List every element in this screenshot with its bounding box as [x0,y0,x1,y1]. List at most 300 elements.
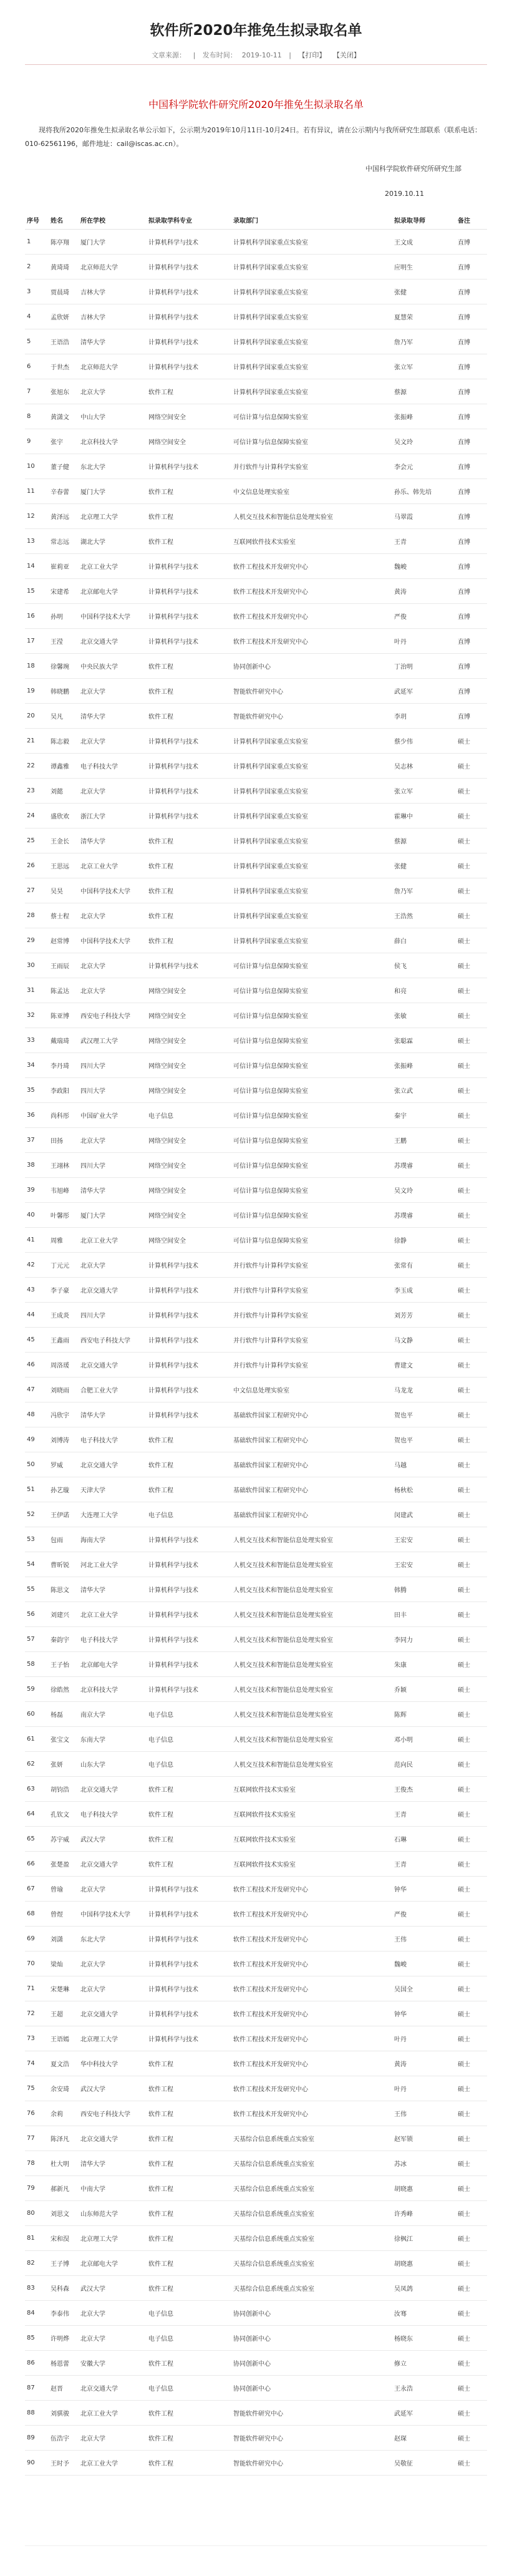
cell-col-remark: 直博 [456,504,487,529]
cell-col-school: 北京大学 [79,1951,147,1976]
table-row [25,1278,487,1303]
cell-col-school: 四川大学 [79,1153,147,1178]
cell-col-school: 华中科技大学 [79,2051,147,2076]
title-divider [25,64,487,65]
cell-col-major: 网络空间安全 [147,1153,231,1178]
cell-col-name: 田扬 [49,1128,79,1153]
table-row [25,604,487,629]
cell-col-advisor: 许秀峰 [392,2201,456,2226]
table-row [25,1777,487,1802]
cell-col-name: 伍浩宇 [49,2426,79,2451]
cell-col-department: 人机交互技术和智能信息处理实验室 [231,1727,392,1752]
table-row [25,1053,487,1078]
cell-col-major: 计算机科学与技术 [147,629,231,654]
cell-col-department: 计算机科学国家重点实验室 [231,878,392,903]
table-row [25,1802,487,1827]
cell-col-department: 软件工程技术开发研究中心 [231,2026,392,2051]
cell-col-advisor: 魏峻 [392,554,456,579]
cell-col-major: 计算机科学与技术 [147,1328,231,1353]
cell-col-major: 计算机科学与技术 [147,279,231,304]
cell-col-index: 25 [25,829,49,853]
cell-col-index: 56 [25,1602,49,1627]
cell-col-name: 王雨辰 [49,953,79,978]
cell-col-index: 57 [25,1627,49,1652]
table-row [25,2076,487,2101]
cell-col-remark: 硕士 [456,2001,487,2026]
cell-col-index: 65 [25,1827,49,1852]
cell-col-school: 清华大学 [79,704,147,729]
cell-col-advisor: 吴文玲 [392,429,456,454]
cell-col-remark: 硕士 [456,779,487,804]
cell-col-major: 计算机科学与技术 [147,1577,231,1602]
cell-col-advisor: 张健 [392,853,456,878]
cell-col-school: 清华大学 [79,1577,147,1602]
cell-col-advisor: 吴文玲 [392,1178,456,1203]
cell-col-name: 张宝文 [49,1727,79,1752]
cell-col-school: 电子科技大学 [79,1627,147,1652]
cell-col-school: 电子科技大学 [79,754,147,779]
cell-col-major: 软件工程 [147,1827,231,1852]
cell-col-index: 85 [25,2326,49,2351]
cell-col-remark: 硕士 [456,1153,487,1178]
cell-col-department: 天基综合信息系统重点实验室 [231,2126,392,2151]
cell-col-advisor: 李会元 [392,454,456,479]
cell-col-major: 计算机科学与技术 [147,1976,231,2001]
cell-col-name: 杨恩蕾 [49,2351,79,2376]
cell-col-remark: 硕士 [456,1427,487,1452]
cell-col-department: 计算机科学国家重点实验室 [231,230,392,255]
cell-col-advisor: 曹建文 [392,1353,456,1378]
table-row [25,1253,487,1278]
cell-col-major: 软件工程 [147,679,231,704]
cell-col-name: 王子怡 [49,1652,79,1677]
cell-col-name: 张楚盈 [49,1852,79,1877]
cell-col-index: 90 [25,2451,49,2476]
cell-col-department: 互联网软件技术实验室 [231,529,392,554]
cell-col-remark: 硕士 [456,2201,487,2226]
table-row [25,2451,487,2476]
cell-col-school: 北京邮电大学 [79,2251,147,2276]
cell-col-name: 冯欣宇 [49,1402,79,1427]
cell-col-department: 协同创新中心 [231,2351,392,2376]
cell-col-name: 孟欣妍 [49,304,79,329]
cell-col-advisor: 苏璞睿 [392,1153,456,1178]
cell-col-department: 并行软件与计算科学实验室 [231,1253,392,1278]
cell-col-name: 余安琦 [49,2076,79,2101]
cell-col-school: 中央民族大学 [79,654,147,679]
cell-col-school: 清华大学 [79,1402,147,1427]
cell-col-major: 计算机科学与技术 [147,2001,231,2026]
cell-col-department: 软件工程技术开发研究中心 [231,2051,392,2076]
cell-col-name: 韩晓鹏 [49,679,79,704]
cell-col-index: 68 [25,1902,49,1927]
cell-col-name: 曾瑜 [49,1877,79,1902]
cell-col-index: 34 [25,1053,49,1078]
cell-col-school: 山东大学 [79,1752,147,1777]
cell-col-index: 36 [25,1103,49,1128]
cell-col-major: 计算机科学与技术 [147,1627,231,1652]
cell-col-department: 可信计算与信息保障实验室 [231,429,392,454]
cell-col-advisor: 杨秋松 [392,1477,456,1502]
header-col-advisor: 拟录取导师 [392,210,456,230]
cell-col-name: 蔡士程 [49,903,79,928]
cell-col-advisor: 武延军 [392,679,456,704]
cell-col-name: 秦韵宇 [49,1627,79,1652]
cell-col-name: 包雨 [49,1527,79,1552]
table-row [25,2001,487,2026]
cell-col-advisor: 秦宇 [392,1103,456,1128]
meta-separator: | [193,51,196,59]
cell-col-remark: 直博 [456,554,487,579]
cell-col-school: 中国科学技术大学 [79,878,147,903]
print-link[interactable]: 【打印】 [298,51,326,59]
cell-col-department: 计算机科学国家重点实验室 [231,928,392,953]
source-label: 文章来源： [152,51,186,59]
table-row [25,729,487,754]
cell-col-index: 80 [25,2201,49,2226]
cell-col-advisor: 李玥 [392,704,456,729]
publish-label: 发布时间： [202,51,237,59]
cell-col-school: 武汉大学 [79,2276,147,2301]
cell-col-school: 北京大学 [79,903,147,928]
cell-col-remark: 硕士 [456,1253,487,1278]
cell-col-remark: 硕士 [456,1627,487,1652]
cell-col-major: 计算机科学与技术 [147,2026,231,2051]
table-row [25,1502,487,1527]
cell-col-remark: 硕士 [456,1378,487,1402]
cell-col-school: 北京邮电大学 [79,1652,147,1677]
cell-col-major: 网络空间安全 [147,429,231,454]
cell-col-index: 21 [25,729,49,754]
meta-separator: | [289,51,291,59]
cell-col-advisor: 闵建武 [392,1502,456,1527]
cell-col-major: 软件工程 [147,504,231,529]
cell-col-name: 王时予 [49,2451,79,2476]
cell-col-department: 天基综合信息系统重点实验室 [231,2201,392,2226]
cell-col-remark: 硕士 [456,1877,487,1902]
cell-col-remark: 硕士 [456,1702,487,1727]
cell-col-index: 23 [25,779,49,804]
header-col-remark: 备注 [456,210,487,230]
table-row [25,878,487,903]
cell-col-major: 软件工程 [147,1452,231,1477]
cell-col-major: 网络空间安全 [147,1078,231,1103]
cell-col-name: 徐馨琬 [49,654,79,679]
table-row [25,504,487,529]
cell-col-index: 63 [25,1777,49,1802]
cell-col-index: 49 [25,1427,49,1452]
cell-col-name: 张旭东 [49,379,79,404]
cell-col-major: 软件工程 [147,829,231,853]
cell-col-school: 湖北大学 [79,529,147,554]
table-row [25,1702,487,1727]
table-row [25,2026,487,2051]
cell-col-index: 53 [25,1527,49,1552]
cell-col-remark: 硕士 [456,2151,487,2176]
cell-col-index: 78 [25,2151,49,2176]
cell-col-school: 北京交通大学 [79,1353,147,1378]
cell-col-advisor: 张立武 [392,1078,456,1103]
cell-col-major: 软件工程 [147,1802,231,1827]
cell-col-index: 86 [25,2351,49,2376]
cell-col-school: 北京大学 [79,379,147,404]
cell-col-department: 可信计算与信息保障实验室 [231,978,392,1003]
cell-col-advisor: 黄涛 [392,579,456,604]
cell-col-advisor: 马龙龙 [392,1378,456,1402]
cell-col-index: 55 [25,1577,49,1602]
cell-col-advisor: 钟华 [392,2001,456,2026]
cell-col-remark: 硕士 [456,2426,487,2451]
header-col-name: 姓名 [49,210,79,230]
cell-col-name: 王成炎 [49,1303,79,1328]
cell-col-department: 天基综合信息系统重点实验室 [231,2151,392,2176]
cell-col-remark: 硕士 [456,1802,487,1827]
cell-col-department: 人机交互技术和智能信息处理实验室 [231,1702,392,1727]
table-row [25,2251,487,2276]
cell-col-index: 52 [25,1502,49,1527]
cell-col-index: 29 [25,928,49,953]
cell-col-advisor: 胡晓惠 [392,2251,456,2276]
cell-col-remark: 硕士 [456,1502,487,1527]
cell-col-name: 张妍 [49,1752,79,1777]
cell-col-name: 罗威 [49,1452,79,1477]
cell-col-remark: 硕士 [456,1577,487,1602]
cell-col-remark: 硕士 [456,1178,487,1203]
cell-col-major: 计算机科学与技术 [147,754,231,779]
cell-col-advisor: 王青 [392,1802,456,1827]
cell-col-department: 可信计算与信息保障实验室 [231,1103,392,1128]
cell-col-major: 计算机科学与技术 [147,255,231,279]
cell-col-major: 计算机科学与技术 [147,579,231,604]
cell-col-school: 北京师范大学 [79,354,147,379]
cell-col-name: 戴瑞琦 [49,1028,79,1053]
cell-col-advisor: 李玉成 [392,1278,456,1303]
cell-col-advisor: 王宏安 [392,1527,456,1552]
cell-col-name: 陈孟达 [49,978,79,1003]
cell-col-major: 计算机科学与技术 [147,1402,231,1427]
table-row [25,1951,487,1976]
cell-col-major: 计算机科学与技术 [147,1652,231,1677]
cell-col-department: 计算机科学国家重点实验室 [231,379,392,404]
cell-col-advisor: 赵琛 [392,2426,456,2451]
cell-col-department: 中文信息处理实验室 [231,1378,392,1402]
cell-col-major: 软件工程 [147,2076,231,2101]
cell-col-remark: 硕士 [456,1278,487,1303]
cell-col-school: 北京工业大学 [79,554,147,579]
cell-col-department: 计算机科学国家重点实验室 [231,279,392,304]
cell-col-name: 宋和淏 [49,2226,79,2251]
cell-col-school: 中国科学技术大学 [79,1902,147,1927]
cell-col-school: 清华大学 [79,329,147,354]
cell-col-advisor: 徐静 [392,1228,456,1253]
cell-col-name: 叶馨彤 [49,1203,79,1228]
cell-col-department: 可信计算与信息保障实验室 [231,1178,392,1203]
table-row [25,1976,487,2001]
cell-col-name: 崔莉亚 [49,554,79,579]
cell-col-index: 38 [25,1153,49,1178]
cell-col-advisor: 陈辉 [392,1702,456,1727]
cell-col-major: 计算机科学与技术 [147,1602,231,1627]
cell-col-school: 中山大学 [79,404,147,429]
table-row [25,2151,487,2176]
cell-col-department: 计算机科学国家重点实验室 [231,304,392,329]
table-body [25,230,487,2476]
cell-col-index: 18 [25,654,49,679]
cell-col-department: 人机交互技术和智能信息处理实验室 [231,504,392,529]
cell-col-index: 79 [25,2176,49,2201]
cell-col-advisor: 王青 [392,529,456,554]
cell-col-school: 北京交通大学 [79,629,147,654]
cell-col-major: 软件工程 [147,1852,231,1877]
table-row [25,928,487,953]
cell-col-name: 吴科森 [49,2276,79,2301]
cell-col-name: 王超 [49,2001,79,2026]
cell-col-index: 88 [25,2401,49,2426]
cell-col-department: 人机交互技术和智能信息处理实验室 [231,1527,392,1552]
cell-col-index: 43 [25,1278,49,1303]
cell-col-index: 50 [25,1452,49,1477]
cell-col-index: 4 [25,304,49,329]
table-row [25,804,487,829]
cell-col-advisor: 钟华 [392,1877,456,1902]
cell-col-major: 计算机科学与技术 [147,554,231,579]
table-row [25,1577,487,1602]
cell-col-name: 赵晋 [49,2376,79,2401]
cell-col-name: 尚科彤 [49,1103,79,1128]
cell-col-major: 计算机科学与技术 [147,354,231,379]
table-row [25,1927,487,1951]
cell-col-index: 37 [25,1128,49,1153]
cell-col-name: 刘博涛 [49,1427,79,1452]
cell-col-name: 周洛瑗 [49,1353,79,1378]
cell-col-department: 并行软件与计算科学实验室 [231,1278,392,1303]
table-row [25,1028,487,1053]
cell-col-major: 网络空间安全 [147,978,231,1003]
cell-col-remark: 直博 [456,279,487,304]
cell-col-index: 5 [25,329,49,354]
cell-col-major: 计算机科学与技术 [147,329,231,354]
cell-col-remark: 直博 [456,629,487,654]
table-row [25,2326,487,2351]
cell-col-department: 天基综合信息系统重点实验室 [231,2251,392,2276]
cell-col-remark: 硕士 [456,2026,487,2051]
table-row [25,454,487,479]
close-link[interactable]: 【关闭】 [332,51,360,59]
cell-col-advisor: 马文静 [392,1328,456,1353]
cell-col-school: 吉林大学 [79,304,147,329]
cell-col-remark: 直博 [456,304,487,329]
header-col-department: 录取部门 [231,210,392,230]
cell-col-remark: 硕士 [456,1852,487,1877]
cell-col-name: 徐皓然 [49,1677,79,1702]
cell-col-remark: 硕士 [456,829,487,853]
publish-date: 2019-10-11 [241,51,282,59]
cell-col-department: 软件工程技术开发研究中心 [231,1902,392,1927]
cell-col-school: 北京大学 [79,2326,147,2351]
cell-col-school: 北京工业大学 [79,2401,147,2426]
cell-col-major: 软件工程 [147,903,231,928]
cell-col-advisor: 张振峰 [392,404,456,429]
cell-col-name: 杜大明 [49,2151,79,2176]
cell-col-name: 郝新凡 [49,2176,79,2201]
cell-col-index: 61 [25,1727,49,1752]
cell-col-advisor: 叶丹 [392,2076,456,2101]
table-row [25,279,487,304]
cell-col-department: 基础软件国家工程研究中心 [231,1402,392,1427]
cell-col-remark: 硕士 [456,1727,487,1752]
cell-col-school: 北京交通大学 [79,2126,147,2151]
cell-col-department: 人机交互技术和智能信息处理实验室 [231,1677,392,1702]
cell-col-remark: 硕士 [456,1752,487,1777]
cell-col-index: 60 [25,1702,49,1727]
cell-col-department: 软件工程技术开发研究中心 [231,2001,392,2026]
table-row [25,704,487,729]
cell-col-index: 24 [25,804,49,829]
cell-col-name: 王鑫雨 [49,1328,79,1353]
cell-col-advisor: 张振峰 [392,1053,456,1078]
cell-col-index: 45 [25,1328,49,1353]
cell-col-remark: 硕士 [456,2301,487,2326]
cell-col-school: 电子科技大学 [79,1802,147,1827]
table-row [25,2376,487,2401]
cell-col-major: 网络空间安全 [147,1203,231,1228]
cell-col-major: 软件工程 [147,2226,231,2251]
cell-col-advisor: 王永浩 [392,2376,456,2401]
intro-text: 现将我所2020年推免生拟录取名单公示如下，公示期为2019年10月11日-10月24日。若有异议，请在公示期内与我所研究生部联系（联系电话：010-62561196，邮件地址：cail@iscas.ac.cn）。 [25,126,481,148]
cell-col-advisor: 石琳 [392,1827,456,1852]
table-header-row [25,210,487,230]
cell-col-index: 82 [25,2251,49,2276]
cell-col-name: 许明烨 [49,2326,79,2351]
cell-col-index: 81 [25,2226,49,2251]
cell-col-advisor: 修立 [392,2351,456,2376]
cell-col-index: 66 [25,1852,49,1877]
cell-col-index: 62 [25,1752,49,1777]
cell-col-department: 互联网软件技术实验室 [231,1777,392,1802]
cell-col-advisor: 田丰 [392,1602,456,1627]
cell-col-index: 30 [25,953,49,978]
table-row [25,2226,487,2251]
cell-col-school: 北京大学 [79,1877,147,1902]
cell-col-advisor: 李同力 [392,1627,456,1652]
table-row [25,1328,487,1353]
cell-col-name: 黄琦琦 [49,255,79,279]
cell-col-name: 黄泽远 [49,504,79,529]
cell-col-major: 软件工程 [147,654,231,679]
cell-col-advisor: 应明生 [392,255,456,279]
cell-col-advisor: 王鹏 [392,1128,456,1153]
cell-col-department: 计算机科学国家重点实验室 [231,329,392,354]
cell-col-department: 计算机科学国家重点实验室 [231,255,392,279]
cell-col-remark: 硕士 [456,1228,487,1253]
cell-col-advisor: 邓小明 [392,1727,456,1752]
cell-col-name: 曾煜 [49,1902,79,1927]
cell-col-name: 曹昕锐 [49,1552,79,1577]
cell-col-department: 可信计算与信息保障实验室 [231,1003,392,1028]
table-row [25,903,487,928]
cell-col-major: 计算机科学与技术 [147,953,231,978]
cell-col-advisor: 张聪霖 [392,1028,456,1053]
cell-col-remark: 直博 [456,654,487,679]
cell-col-school: 北京大学 [79,1253,147,1278]
cell-col-school: 四川大学 [79,1053,147,1078]
cell-col-major: 电子信息 [147,2301,231,2326]
cell-col-school: 北京邮电大学 [79,579,147,604]
cell-col-remark: 硕士 [456,2101,487,2126]
cell-col-remark: 硕士 [456,2251,487,2276]
cell-col-department: 人机交互技术和智能信息处理实验室 [231,1577,392,1602]
cell-col-department: 互联网软件技术实验室 [231,1827,392,1852]
